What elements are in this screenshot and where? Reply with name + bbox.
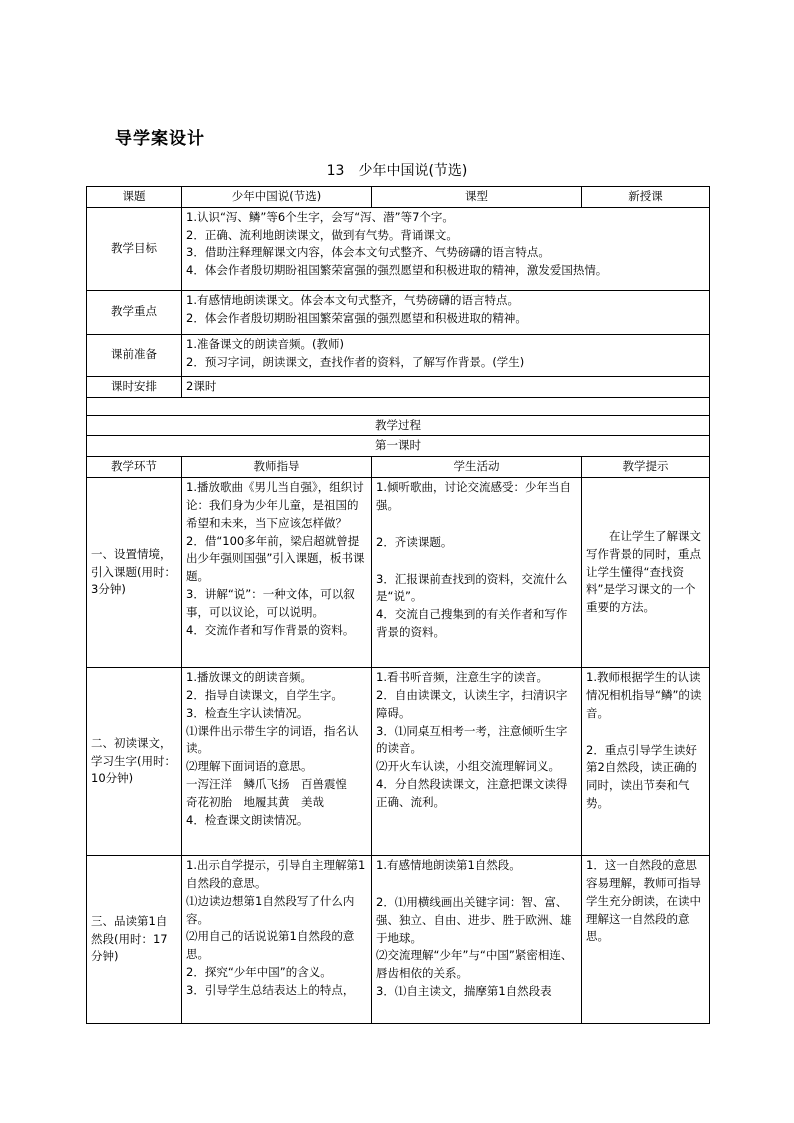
student-activity <box>372 668 582 856</box>
tip-item: 1.教师根据学生的认读情况相机指导“鳞”的读音。 <box>586 670 702 720</box>
column-header-tips: 教学提示 <box>582 457 710 478</box>
topic-row <box>87 187 710 208</box>
focus-item: 2．体会作者殷切期盼祖国繁荣富强的强烈愿望和积极进取的精神。 <box>186 310 527 325</box>
goals-label: 教学目标 <box>87 207 182 290</box>
teacher-item: 3．检查生字认读情况。 <box>186 705 309 720</box>
teacher-item: 4．交流作者和写作背景的资料。 <box>186 622 355 637</box>
focus-content <box>182 290 710 334</box>
student-item: 1.倾听歌曲，讨论交流感受：少年当自强。 <box>376 480 571 512</box>
teacher-item: 1.播放歌曲《男儿当自强》，组织讨论：我们身为少年儿童，是祖国的希望和未来，当下应该怎样做？ <box>186 480 364 530</box>
column-header-stage: 教学环节 <box>87 457 182 478</box>
student-item: 4．交流自己搜集到的有关作者和写作背景的资料。 <box>376 607 568 639</box>
teacher-item: ⑴课件出示带生字的词语，指名认读。 <box>186 723 359 756</box>
teacher-item: ⑴边读边想第1自然段写了什么内容。 <box>186 893 355 926</box>
teacher-item: 1.播放课文的朗读音频。 <box>186 670 312 685</box>
teacher-guidance <box>182 856 372 1024</box>
teaching-tips <box>582 478 710 668</box>
document-heading: 导学案设计 <box>115 129 205 149</box>
student-activity <box>372 856 582 1024</box>
teacher-guidance <box>182 668 372 856</box>
goal-item: 4．体会作者殷切期盼祖国繁荣富强的强烈愿望和积极进取的精神，激发爱国热情。 <box>186 263 608 278</box>
teaching-tips <box>582 856 710 1024</box>
period-title: 第一课时 <box>87 436 710 457</box>
student-item: 3．⑴自主读文，揣摩第1自然段表 <box>376 983 552 998</box>
tip-item: 在让学生了解课文写作背景的同时，重点让学生懂得“查找资料”是学习课文的一个重要的方法。 <box>586 529 701 615</box>
goal-item: 1.认识“泻、鳞”等6个生字，会写“泻、潜”等7个字。 <box>186 209 454 224</box>
student-activity <box>372 478 582 668</box>
student-item: 2．齐读课题。 <box>376 534 453 549</box>
student-item: 2．⑴用横线画出关键字词：智、富、强、独立、自由、进步、胜于欧洲、雄于地球。 <box>376 894 572 945</box>
goal-item: 2．正确、流利地朗读课文，做到有气势。背诵课文。 <box>186 227 458 242</box>
process-title: 教学过程 <box>87 415 710 436</box>
teacher-guidance <box>182 478 372 668</box>
topic-label: 课题 <box>87 187 182 208</box>
stage-name: 一、设置情境，引入课题(用时：3分钟) <box>87 478 182 668</box>
column-header-student: 学生活动 <box>372 457 582 478</box>
teacher-item: ⑵理解下面词语的意思。 <box>186 759 313 774</box>
prep-row <box>87 334 710 376</box>
teacher-item: ⑵用自己的话说说第1自然段的意思。 <box>186 929 355 962</box>
goals-content <box>182 207 710 290</box>
schedule-value: 2课时 <box>182 376 710 397</box>
student-item: 4．分自然段读课文，注意把课文读得正确、流利。 <box>376 776 568 809</box>
lesson-plan-table <box>86 186 710 1024</box>
teacher-item: 2．探究“少年中国”的含义。 <box>186 964 332 979</box>
stage-row <box>87 856 710 1024</box>
focus-item: 1.有感情地朗读课文。体会本文句式整齐，气势磅礴的语言特点。 <box>186 292 519 307</box>
stage-row <box>87 668 710 856</box>
teacher-item: 3．讲解“说”：一种文体，可以叙事，可以议论，可以说明。 <box>186 586 355 619</box>
process-title-row <box>87 415 710 436</box>
column-header-row <box>87 457 710 478</box>
lesson-type-value: 新授课 <box>582 187 710 208</box>
prep-item: 2．预习字词，朗读课文，查找作者的资料，了解写作背景。(学生) <box>186 354 525 369</box>
lesson-type-label: 课型 <box>372 187 582 208</box>
column-header-teacher: 教师指导 <box>182 457 372 478</box>
prep-item: 1.准备课文的朗读音频。(教师) <box>186 336 344 351</box>
focus-label: 教学重点 <box>87 290 182 334</box>
student-item: 1.有感情地朗读第1自然段。 <box>376 858 521 873</box>
prep-label: 课前准备 <box>87 334 182 376</box>
tip-item: 2．重点引导学生读好第2自然段，读正确的同时，读出节奏和气势。 <box>586 742 697 810</box>
student-item: 2．自由读课文，认读生字，扫清识字障碍。 <box>376 687 568 720</box>
stage-row <box>87 478 710 668</box>
stage-name: 二、初读课文，学习生字(用时：10分钟) <box>87 668 182 856</box>
teaching-tips <box>582 668 710 856</box>
teacher-item: 1.出示自学提示，引导自主理解第1自然段的意思。 <box>186 858 366 890</box>
teacher-item: 2．借“100多年前，梁启超就曾提出少年强则国强”引入课题，板书课题。 <box>186 533 365 584</box>
teacher-item: 3．引导学生总结表达上的特点， <box>186 982 355 997</box>
spacer-row <box>87 397 710 415</box>
focus-row <box>87 290 710 334</box>
student-item: ⑵交流理解“少年”与“中国”紧密相连、唇齿相依的关系。 <box>376 948 573 981</box>
lesson-title: 13 少年中国说(节选) <box>326 163 468 179</box>
student-item: ⑵开火车认读，小组交流理解词义。 <box>376 759 560 774</box>
schedule-row <box>87 376 710 397</box>
student-item: 3．⑴同桌互相考一考，注意倾听生字的读音。 <box>376 723 568 756</box>
topic-value: 少年中国说(节选) <box>182 187 372 208</box>
teacher-item: 4．检查课文朗读情况。 <box>186 812 309 827</box>
schedule-label: 课时安排 <box>87 376 182 397</box>
prep-content <box>182 334 710 376</box>
teacher-item: 2．指导自读课文，自学生字。 <box>186 687 343 702</box>
teacher-item: 奇花初胎 地履其黄 美哉 <box>186 794 324 809</box>
goal-item: 3．借助注释理解课文内容，体会本文句式整齐、气势磅礴的语言特点。 <box>186 245 550 260</box>
period-title-row <box>87 436 710 457</box>
spacer-cell <box>87 397 710 415</box>
teacher-item: 一泻汪洋 鳞爪飞扬 百兽震惶 <box>186 776 347 791</box>
tip-item: 1．这一自然段的意思容易理解，教师可指导学生充分朗读，在读中理解这一自然段的意思。 <box>586 858 701 944</box>
student-item: 1.看书听音频，注意生字的读音。 <box>376 670 548 685</box>
student-item: 3．汇报课前查找到的资料，交流什么是“说”。 <box>376 571 568 604</box>
stage-name: 三、品读第1自然段(用时：17分钟) <box>87 856 182 1024</box>
goals-row <box>87 207 710 290</box>
